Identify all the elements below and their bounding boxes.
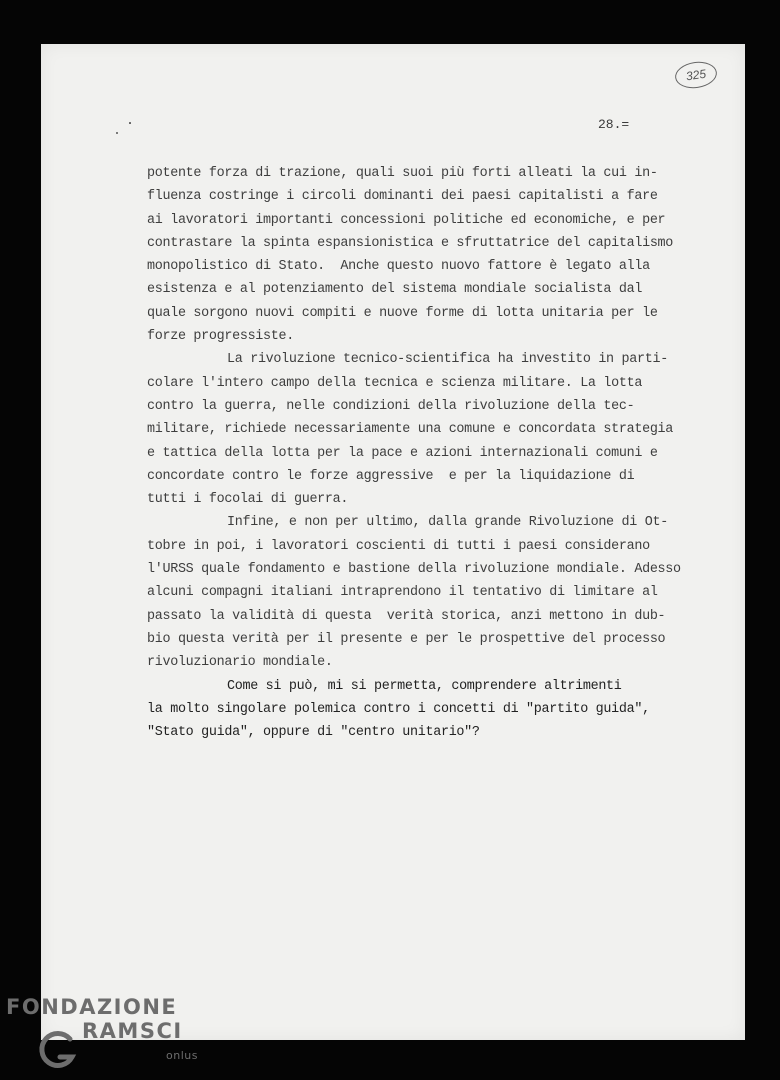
text-line: e tattica della lotta per la pace e azioni internazionali comuni e [147, 445, 658, 461]
watermark-onlus: onlus [166, 1049, 198, 1062]
text-line: militare, richiede necessariamente una comune e concordata strategia [147, 422, 674, 438]
text-line: passato la validità di questa verità storica, anzi mettono in dub- [147, 608, 666, 624]
document-body [147, 162, 727, 744]
text-line: La rivoluzione tecnico-scientifica ha investito in parti- [227, 352, 668, 368]
gramsci-g-logo-icon [36, 1029, 80, 1073]
text-line: contro la guerra, nelle condizioni della rivoluzione della tec- [147, 398, 635, 414]
paper-speck [129, 122, 131, 124]
text-line: tobre in poi, i lavoratori coscienti di tutti i paesi considerano [147, 538, 650, 554]
text-line: potente forza di trazione, quali suoi più forti alleati la cui in- [147, 166, 658, 181]
text-line: rivoluzionario mondiale. [147, 655, 333, 671]
paper-speck [116, 132, 118, 134]
text-line: la molto singolare polemica contro i concetti di "partito guida", [147, 701, 650, 717]
text-line: "Stato guida", oppure di "centro unitario"? [147, 725, 480, 741]
watermark-line-2 [6, 1019, 183, 1043]
text-line: bio questa verità per il presente e per le prospettive del processo [147, 631, 666, 647]
archive-stamp-number: 325 [673, 59, 718, 91]
text-line: Infine, e non per ultimo, dalla grande Rivoluzione di Ot- [227, 515, 668, 531]
text-line: quale sorgono nuovi compiti e nuove forme di lotta unitaria per le [147, 305, 658, 321]
text-line: tutti i focolai di guerra. [147, 492, 349, 508]
text-line: colare l'intero campo della tecnica e scienza militare. La lotta [147, 375, 643, 391]
text-line: concordate contro le forze aggressive e per la liquidazione di [147, 468, 635, 484]
page-number: 28.= [598, 117, 630, 132]
watermark-line-2-text: RAMSCI [82, 1019, 183, 1043]
text-line: ai lavoratori importanti concessioni politiche ed economiche, e per [147, 212, 666, 228]
text-line: contrastare la spinta espansionistica e sfruttatrice del capitalismo [147, 235, 674, 251]
watermark-line-1: FONDAZIONE [6, 995, 178, 1019]
text-line: fluenza costringe i circoli dominanti dei paesi capitalisti a fare [147, 189, 658, 205]
text-line: l'URSS quale fondamento e bastione della rivoluzione mondiale. Adesso [147, 562, 681, 578]
text-line: forze progressiste. [147, 329, 294, 345]
text-line: alcuni compagni italiani intraprendono il tentativo di limitare al [147, 585, 658, 601]
text-line: Come si può, mi si permetta, comprendere altrimenti [227, 678, 622, 694]
text-line: monopolistico di Stato. Anche questo nuovo fattore è legato alla [147, 259, 650, 275]
fondazione-gramsci-watermark [6, 995, 198, 1062]
text-line: esistenza e al potenziamento del sistema mondiale socialista dal [147, 282, 643, 298]
